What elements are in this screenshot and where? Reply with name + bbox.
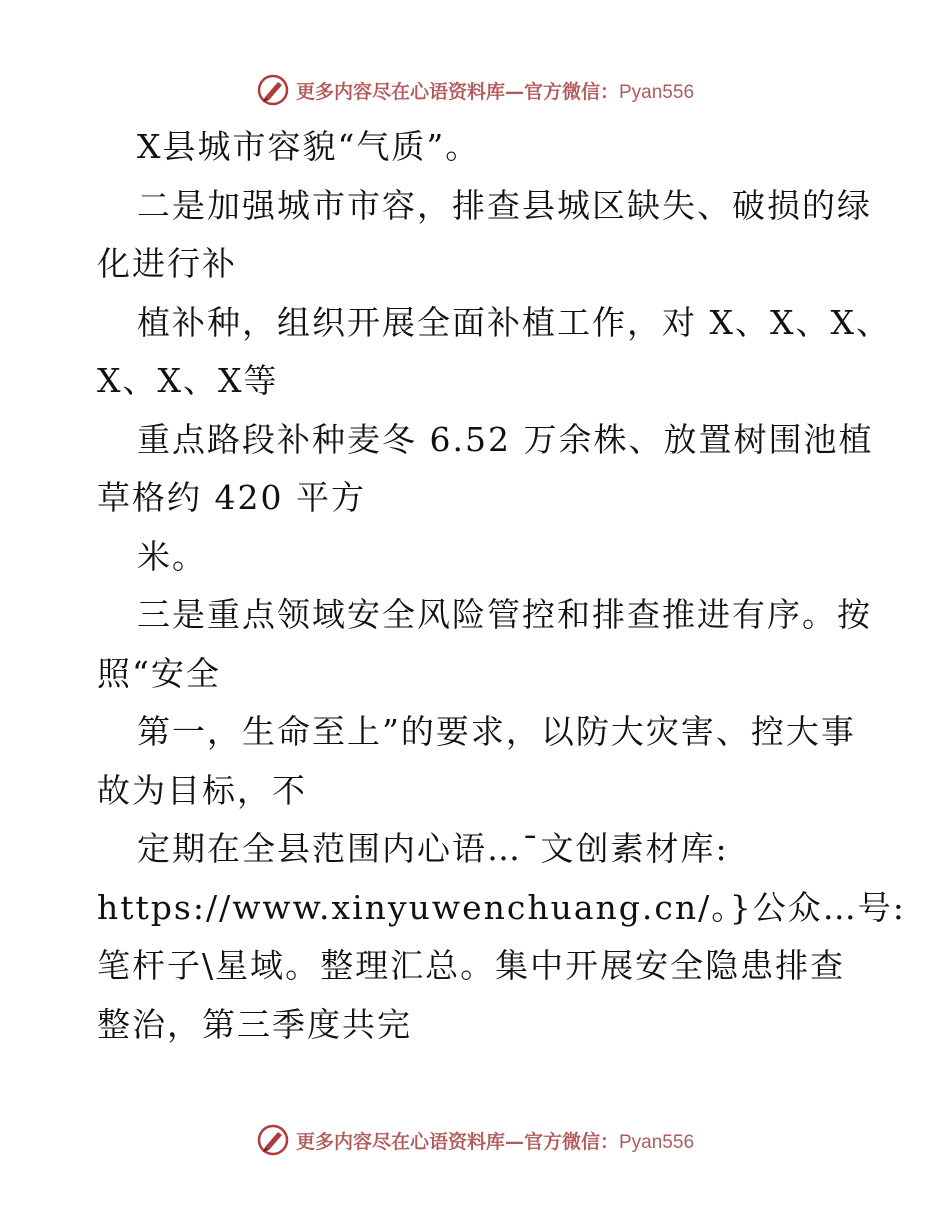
header-banner bbox=[0, 70, 950, 110]
text-line: 定期在全县范围内心语…¯文创素材库: bbox=[137, 829, 729, 868]
text-line: 重点路段补种麦冬 6.52 万余株、放置树围池植 bbox=[137, 419, 874, 459]
header-banner-text bbox=[296, 77, 694, 104]
document-body bbox=[97, 118, 906, 1054]
text-line: https://www.xinyuwenchuang.cn/。}公众…号: bbox=[97, 887, 906, 927]
text-line: 米。 bbox=[137, 536, 207, 576]
footer-banner-wechat-id: Pyan556 bbox=[619, 1131, 695, 1153]
pen-logo-icon bbox=[256, 73, 290, 107]
footer-banner-label: 更多内容尽在心语资料库—官方微信： bbox=[295, 1130, 619, 1153]
text-line: 草格约 420 平方 bbox=[97, 478, 366, 517]
text-line: 三是重点领域安全风险管控和排查推进有序。按 bbox=[137, 595, 872, 634]
text-line: 二是加强城市市容，排查县城区缺失、破损的绿 bbox=[137, 185, 872, 225]
text-line: 整治，第三季度共完 bbox=[97, 1004, 412, 1044]
text-line: X县城市容貌“气质”。 bbox=[137, 127, 481, 166]
text-line: 植补种，组织开展全面补植工作，对 X、X、X、 bbox=[137, 302, 891, 342]
header-banner-label: 更多内容尽在心语资料库—官方微信： bbox=[295, 80, 619, 103]
text-line: 笔杆子\星域。整理汇总。集中开展安全隐患排查 bbox=[97, 946, 846, 985]
text-line: 化进行补 bbox=[97, 244, 237, 283]
pen-logo-icon bbox=[256, 1123, 290, 1157]
header-banner-wechat-id: Pyan556 bbox=[619, 81, 695, 103]
text-line: 照“安全 bbox=[97, 653, 221, 693]
text-line: X、X、X等 bbox=[97, 361, 279, 400]
text-line: 第一，生命至上”的要求，以防大灾害、控大事 bbox=[137, 712, 856, 751]
footer-banner bbox=[0, 1120, 950, 1160]
footer-banner-text bbox=[296, 1127, 694, 1154]
text-line: 故为目标，不 bbox=[97, 770, 307, 810]
